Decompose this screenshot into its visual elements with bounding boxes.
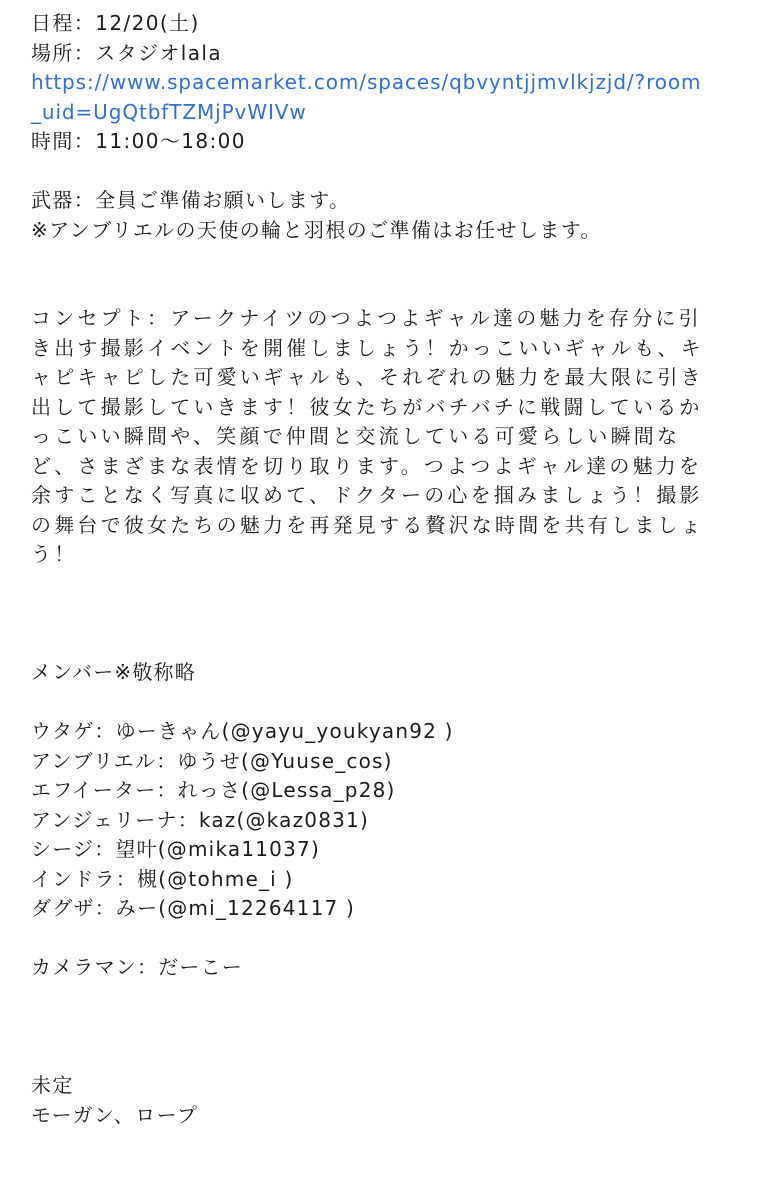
members-heading: メンバー※敬称略: [31, 660, 196, 684]
undecided-heading: 未定: [31, 1073, 74, 1097]
member-entry: エフイーター：れっさ(@Lessa_p28): [31, 778, 396, 802]
venue-url-line-1[interactable]: [31, 68, 731, 98]
concept-line: う！: [31, 542, 78, 566]
spacer: [31, 245, 731, 275]
member-entry: シージ：望叶(@mika11037): [31, 837, 320, 861]
concept-line: 余すことなく写真に収めて、ドクターの心を掴みましょう！撮影: [31, 483, 703, 507]
concept-line: 出して撮影していきます！彼女たちがバチバチに戦闘しているか: [31, 394, 703, 419]
spacer: [31, 1042, 731, 1072]
member-entry: インドラ：槻(@tohme_i ): [31, 866, 294, 891]
member-entry: ウタゲ：ゆーきゃん(@yayu_youkyan92 ): [31, 719, 454, 743]
concept-paragraph: [31, 304, 731, 570]
spacer: [31, 275, 731, 305]
members-section: [31, 658, 731, 983]
spacer: [31, 983, 731, 1013]
concept-line: の舞台で彼女たちの魅力を再発見する贅沢な時間を共有しましょ: [31, 512, 704, 537]
spacer: [31, 157, 731, 187]
concept-line: っこいい瞬間や、笑顔で仲間と交流している可愛らしい瞬間な: [31, 424, 681, 448]
weapons-note: 武器：全員ご準備お願いします。: [31, 188, 351, 212]
spacer: [31, 924, 731, 954]
concept-line: ャピキャピした可愛いギャルも、それぞれの魅力を最大限に引き: [31, 365, 704, 389]
weapons-note-extra: ※アンブリエルの天使の輪と羽根のご準備はお任せします。: [31, 217, 602, 242]
event-date: 日程：12/20(土): [31, 11, 200, 35]
event-place: 場所：スタジオlala: [31, 40, 223, 65]
cameraman: カメラマン：だーこー: [31, 955, 243, 979]
venue-link-2[interactable]: _uid=UgQtbfTZMjPvWIVw: [31, 99, 307, 124]
spacer: [31, 570, 731, 600]
spacer: [31, 1012, 731, 1042]
event-time: 時間：11:00〜18:00: [31, 129, 246, 153]
spacer: [31, 688, 731, 718]
document-body: [31, 9, 731, 1130]
concept-line: ど、さまざまな表情を切り取ります。つよつよギャル達の魅力を: [31, 453, 703, 478]
venue-url-line-2[interactable]: [31, 98, 731, 128]
spacer: [31, 629, 731, 659]
concept-line: コンセプト：アークナイツのつよつよギャル達の魅力を存分に引: [31, 306, 702, 330]
member-entry: アンブリエル：ゆうせ(@Yuuse_cos): [31, 748, 393, 773]
spacer: [31, 599, 731, 629]
undecided-names: モーガン、ロープ: [31, 1102, 199, 1127]
venue-link-1[interactable]: https://www.spacemarket.com/spaces/qbvyntjjmvlkjzjd/?room: [31, 70, 702, 94]
member-entry: アンジェリーナ：kaz(@kaz0831): [31, 807, 369, 832]
member-entry: ダグザ：みー(@mi_12264117 ): [31, 896, 355, 920]
concept-line: き出す撮影イベントを開催しましょう！かっこいいギャルも、キ: [31, 335, 704, 360]
